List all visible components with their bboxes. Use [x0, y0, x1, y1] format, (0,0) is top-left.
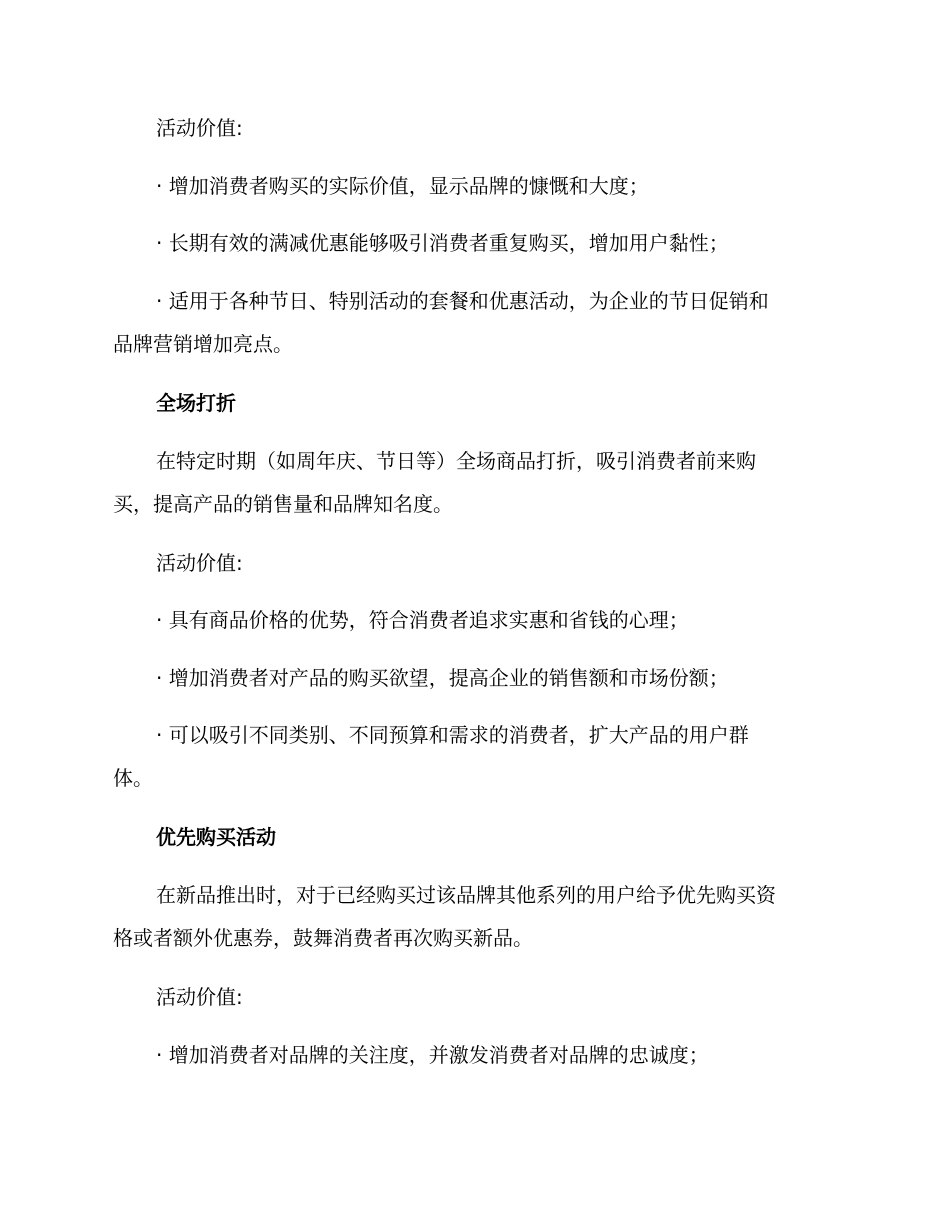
activity-value-label	[113, 542, 843, 585]
section-heading	[113, 816, 843, 859]
bullet-line: · 长期有效的满减优惠能够吸引消费者重复购买，增加用户黏性；	[156, 231, 729, 255]
bullet-item	[113, 165, 843, 208]
section-heading-text: 全场打折	[156, 391, 236, 415]
bullet-item	[113, 280, 843, 366]
paragraph-line: 在新品推出时，对于已经购买过该品牌其他系列的用户给予优先购买资	[156, 883, 776, 907]
bullet-line-continued: 品牌营销增加亮点。	[113, 332, 293, 356]
bullet-item	[113, 714, 843, 800]
section-description	[113, 874, 843, 960]
section-heading-text: 优先购买活动	[156, 825, 276, 849]
section-description	[113, 440, 843, 526]
paragraph-line: 在特定时期（如周年庆、节日等）全场商品打折，吸引消费者前来购	[156, 449, 756, 473]
bullet-line: · 适用于各种节日、特别活动的套餐和优惠活动，为企业的节日促销和	[156, 289, 769, 313]
bullet-item	[113, 222, 843, 265]
activity-value-label	[113, 976, 843, 1019]
bullet-item	[113, 657, 843, 700]
bullet-line: · 可以吸引不同类别、不同预算和需求的消费者，扩大产品的用户群	[156, 723, 749, 747]
paragraph-line: 活动价值:	[156, 551, 243, 575]
bullet-line: · 增加消费者购买的实际价值，显示品牌的慷慨和大度；	[156, 174, 649, 198]
activity-value-label	[113, 107, 843, 150]
paragraph-line: 活动价值:	[156, 985, 243, 1009]
paragraph-line-continued: 买，提高产品的销售量和品牌知名度。	[113, 492, 453, 516]
bullet-item	[113, 599, 843, 642]
bullet-line: · 增加消费者对品牌的关注度，并激发消费者对品牌的忠诚度；	[156, 1043, 709, 1067]
bullet-line: · 增加消费者对产品的购买欲望，提高企业的销售额和市场份额；	[156, 666, 729, 690]
bullet-line-continued: 体。	[113, 766, 153, 790]
paragraph-line-continued: 格或者额外优惠券，鼓舞消费者再次购买新品。	[113, 926, 533, 950]
bullet-item	[113, 1034, 843, 1077]
section-heading	[113, 382, 843, 425]
paragraph-line: 活动价值:	[156, 116, 243, 140]
bullet-line: · 具有商品价格的优势，符合消费者追求实惠和省钱的心理；	[156, 608, 689, 632]
